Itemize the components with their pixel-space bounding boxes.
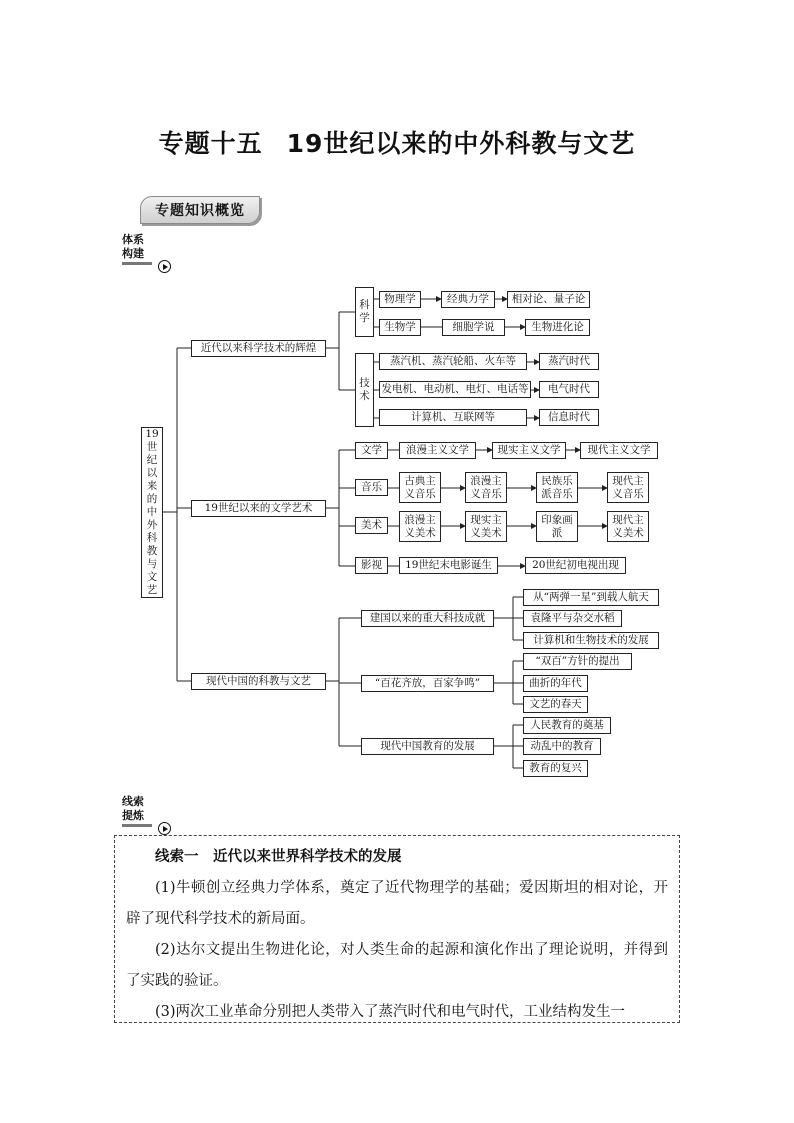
node-electric-items: 发电机、电动机、电灯、电话等 <box>379 381 531 398</box>
node-electric-age: 电气时代 <box>539 381 599 398</box>
node-technology: 技术 <box>355 353 374 427</box>
node-cell-theory: 细胞学说 <box>442 319 505 336</box>
node-film-birth: 19世纪末电影诞生 <box>399 557 498 574</box>
clue-paragraph-1: (1)牛顿创立经典力学体系，奠定了近代物理学的基础；爱因斯坦的相对论，开辟了现代科学技术的新局面。 <box>126 880 668 927</box>
node-education-turmoil: 动乱中的教育 <box>523 738 601 755</box>
node-mus-romantic: 浪漫主义音乐 <box>465 472 507 503</box>
node-tv-birth: 20世纪初电视出现 <box>525 557 626 574</box>
node-lit-romantic: 浪漫主义文学 <box>399 442 476 459</box>
node-national-achievements: 建国以来的重大科技成就 <box>361 610 494 627</box>
node-physics: 物理学 <box>379 291 421 308</box>
banner-label: 专题知识概览 <box>155 203 245 219</box>
node-art-spring: 文艺的春天 <box>523 696 588 713</box>
node-literature: 文学 <box>355 442 388 459</box>
node-hundred-flowers: “百花齐放，百家争鸣” <box>361 675 494 692</box>
node-computer-items: 计算机、互联网等 <box>379 409 527 426</box>
node-two-bombs-spaceflight: 从“两弹一星”到载人航天 <box>523 589 659 606</box>
node-mus-modern: 现代主义音乐 <box>607 472 649 503</box>
clue-notes-box <box>114 835 680 1023</box>
node-relativity-quantum: 相对论、量子论 <box>507 291 590 308</box>
node-music: 音乐 <box>355 479 388 496</box>
node-literature-art: 19世纪以来的文学艺术 <box>191 500 326 517</box>
clue-paragraph-2: (2)达尔文提出生物进化论，对人类生命的起源和演化作出了理论说明，并得到了实践的验证。 <box>126 942 668 989</box>
clue-label-line-2: 提炼 <box>122 809 144 822</box>
node-art: 美术 <box>355 517 388 534</box>
node-lit-realist: 现实主义文学 <box>492 442 566 459</box>
node-info-age: 信息时代 <box>539 409 599 426</box>
node-modern-science-tech: 近代以来科学技术的辉煌 <box>191 340 326 357</box>
node-film: 影视 <box>355 557 388 574</box>
play-icon[interactable] <box>158 822 171 835</box>
root-node: 19世纪以来的中外科教与文艺 <box>141 427 163 598</box>
system-label-line-1: 体系 <box>122 233 144 246</box>
node-evolution: 生物进化论 <box>525 319 590 336</box>
node-hybrid-rice: 袁隆平与杂交水稻 <box>523 610 622 627</box>
title-main: 专题十五 <box>158 129 263 158</box>
node-biology: 生物学 <box>379 319 421 336</box>
node-art-impression: 印象画派 <box>536 511 578 542</box>
system-label-line-2: 构建 <box>122 247 144 260</box>
node-computer-biotech: 计算机和生物技术的发展 <box>523 632 659 649</box>
label-underline <box>122 824 152 827</box>
node-art-romantic: 浪漫主义美术 <box>399 511 441 542</box>
node-china-education: 现代中国教育的发展 <box>361 738 494 755</box>
node-art-modern: 现代主义美术 <box>607 511 649 542</box>
node-education-revival: 教育的复兴 <box>523 760 588 777</box>
node-china-sci-edu-art: 现代中国的科教与文艺 <box>191 673 326 690</box>
node-lit-modern: 现代主义文学 <box>580 442 658 459</box>
title-subject: 19世纪以来的中外科教与文艺 <box>286 129 636 158</box>
clue-paragraph-3: (3)两次工业革命分别把人类带入了蒸汽时代和电气时代，工业结构发生一 <box>155 1004 626 1020</box>
clue-heading: 线索一 近代以来世界科学技术的发展 <box>155 849 402 865</box>
node-science: 科学 <box>355 287 374 337</box>
node-mus-national: 民族乐派音乐 <box>536 472 578 503</box>
node-mus-classical: 古典主义音乐 <box>399 472 441 503</box>
node-classical-mechanics: 经典力学 <box>441 291 495 308</box>
clue-label-line-1: 线索 <box>122 795 144 808</box>
node-education-foundation: 人民教育的奠基 <box>523 717 611 734</box>
clue-label <box>122 795 152 827</box>
node-tortuous-years: 曲折的年代 <box>523 675 588 692</box>
node-steam-items: 蒸汽机、蒸汽轮船、火车等 <box>379 353 527 370</box>
node-art-realist: 现实主义美术 <box>465 511 507 542</box>
node-steam-age: 蒸汽时代 <box>539 353 599 370</box>
node-double-hundred: “双百”方针的提出 <box>523 653 632 670</box>
